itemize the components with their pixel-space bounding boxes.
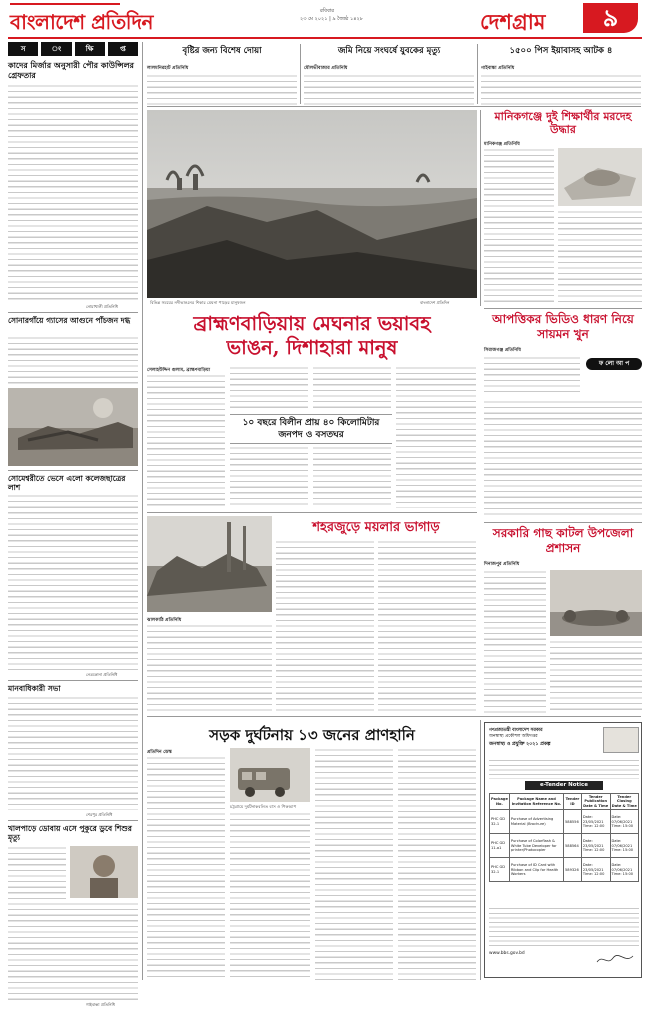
table-header: Tender Closing Date & Time [611, 795, 637, 808]
divider [147, 512, 477, 513]
lead-body [313, 446, 391, 508]
tree-story [484, 526, 642, 716]
lead-body [230, 366, 308, 410]
divider [484, 308, 642, 309]
column-divider [477, 44, 478, 104]
top-story-body [304, 74, 474, 108]
lead-body [147, 374, 225, 508]
lead-photo [147, 110, 477, 298]
table-row [490, 810, 639, 834]
manikganj-credit: মানিকগঞ্জ প্রতিনিধি [484, 142, 520, 147]
tree-body [550, 640, 642, 714]
tender-intro [489, 759, 639, 779]
tender-box-title: e-Tender Notice [525, 781, 603, 790]
issue-date: ২৩ মে ২০২১ | ৯ জ্যৈষ্ঠ ১৪২৮ [300, 16, 363, 22]
lead-photo-credit: বাংলাদেশ প্রতিদিন [420, 300, 450, 305]
sidebar-story-credit: নেত্রকোনা প্রতিনিধি [86, 672, 118, 677]
sidebar-story-headline: মানবাধিকারী সভা [8, 684, 61, 693]
moyla-credit: ঝালকাঠি প্রতিনিধি [147, 618, 182, 623]
tag-letter: প্ত [108, 42, 138, 56]
table-cell: Purchase of Colorflash & White Tube Developer for printer/Photocopier [509, 834, 563, 858]
tag-letter: ং [41, 42, 71, 56]
page-number: ৯ [602, 3, 619, 32]
sidebar-story-body [8, 84, 138, 302]
moyla-body [276, 540, 374, 712]
sidebar-story-headline: সোমেশ্বরীতে ভেসে এলো কলেজছাত্রের লাশ [8, 474, 126, 492]
table-header: Tender Publication Date & Time [583, 795, 609, 808]
accident-photo [230, 748, 310, 802]
lead-body [396, 366, 476, 508]
aptikor-body [484, 356, 580, 396]
table-cell: PHC GD 11-a1 [490, 834, 510, 858]
issue-day: রবিবার [320, 8, 334, 14]
top-story [147, 44, 297, 104]
table-cell: 588564 [564, 834, 582, 858]
table-cell: 588556 [564, 810, 582, 834]
sidebar-story-headline: কাদের মির্জার অনুসারী পৌর কাউন্সিলর গ্রেফতার [8, 60, 134, 80]
sidebar-story-body [8, 696, 138, 810]
manikganj-body [558, 210, 642, 304]
table-row [490, 834, 639, 858]
accident-body [230, 812, 310, 980]
top-story-body [147, 74, 297, 108]
logo: বাংলাদেশ প্রতিদিন [10, 10, 153, 34]
accident-body [315, 748, 393, 980]
manikganj-body [484, 148, 554, 304]
sidebar-story-body [8, 494, 138, 670]
table-cell: Purchase of ID Card with Ribbon and Clip for Health Workers [509, 858, 563, 882]
followup-tag-label: ফ লো আ প [598, 360, 630, 367]
divider [484, 522, 642, 523]
aptikor-headline: আপত্তিকর ভিডিও ধারণ নিয়ে সায়মন খুন [492, 312, 634, 341]
tag-letter: স [8, 42, 38, 56]
tree-body [484, 570, 546, 714]
moyla-body [147, 624, 272, 712]
tender-title: জনস্বাস্থ্য ও প্রযুক্তি ২০২১ প্রকল্প [489, 742, 551, 747]
lead-headline-line: ব্রাহ্মণবাড়িয়ায় মেঘনার ভয়াবহ [193, 312, 431, 335]
logo-tagline [10, 3, 120, 5]
section-title: দেশগ্রাম [480, 9, 546, 34]
lead-body [313, 366, 391, 410]
divider [8, 470, 138, 471]
table-cell: PHC GD 32-1 [490, 810, 510, 834]
masthead [0, 0, 650, 40]
lead-byline: সেলাহউদ্দিন গুলাম, ব্রাহ্মণবাড়িয়া [147, 368, 211, 373]
top-story-credit: গাইবান্ধা প্রতিনিধি [481, 66, 515, 71]
pull-quote-line: ১০ বছরে বিলীন প্রায় ৪০ কিলোমিটার [242, 418, 380, 428]
aptikor-story [484, 312, 642, 520]
column-divider [480, 720, 481, 980]
table-cell: PHC GD 32-1 [490, 858, 510, 882]
sidebar-story-credit: শেরপুর প্রতিনিধি [86, 812, 113, 817]
sidebar-story-body [8, 846, 66, 900]
table-cell: Date: 23/05/2021 Time: 12:00 [581, 810, 610, 834]
sidebar-story-headline: খালপাড়ে ডোবায় এসে পুকুরে ডুবে শিশুর মৃত্যু [8, 824, 132, 842]
tree-photo [550, 570, 642, 636]
column-divider [480, 110, 481, 306]
manikganj-photo [558, 148, 642, 206]
sidebar [8, 42, 138, 1007]
org-line: জনস্বাস্থ্য প্রকৌশল অধিদপ্তর [489, 734, 538, 739]
signature [595, 951, 635, 965]
sidebar-story-body [8, 902, 138, 1000]
fire-photo [8, 388, 138, 466]
tender-ad [484, 722, 642, 978]
divider [8, 312, 138, 313]
table-row [490, 858, 639, 882]
table-header: Package Name and Invitation Reference No. [509, 794, 563, 810]
divider [147, 106, 641, 107]
tag-letter: ক্ষি [75, 42, 105, 56]
column-divider [300, 44, 301, 104]
manikganj-story [484, 110, 642, 306]
table-cell: Date: 23/05/2021 Time: 12:00 [581, 858, 610, 882]
column-divider [142, 42, 143, 980]
sidebar-story-headline: সোনারগাঁয়ে গ্যাসের আগুনে পাঁচজন দগ্ধ [8, 316, 131, 325]
manikganj-headline: মানিকগঞ্জে দুই শিক্ষার্থীর মরদেহ উদ্ধার [494, 110, 632, 136]
tree-credit: দিনাজপুর প্রতিনিধি [484, 562, 520, 567]
top-story-headline: জমি নিয়ে সংঘর্ষে যুবকের মৃত্যু [337, 46, 441, 56]
table-cell: Date: 07/06/2021 Time: 15:00 [610, 834, 638, 858]
top-story-credit: মৌলভীবাজার প্রতিনিধি [304, 66, 348, 71]
top-story-headline: ১৫০০ পিস ইয়াবাসহ আটক ৪ [509, 46, 613, 56]
pull-quote-line: জনপদ ও বসতঘর [278, 430, 344, 440]
org-line: গণপ্রজাতন্ত্রী বাংলাদেশ সরকার [489, 728, 543, 733]
pull-quote [230, 414, 392, 444]
table-header: Package No. [490, 794, 510, 810]
divider [147, 716, 641, 717]
top-story-credit: লালমনিরহাট প্রতিনিধি [147, 66, 189, 71]
aptikor-body [484, 400, 642, 518]
aptikor-credit: সিরাজগঞ্জ প্রতিনিধি [484, 348, 521, 353]
divider [8, 820, 138, 821]
top-story [481, 44, 641, 104]
page-number-badge [583, 3, 638, 33]
tender-table [489, 793, 639, 882]
tree-headline: সরকারি গাছ কাটল উপজেলা প্রশাসন [492, 526, 634, 555]
lead-headline [147, 312, 477, 360]
top-story-headline: বৃষ্টির জন্য বিশেষ দোয়া [182, 46, 262, 56]
sidebar-story-body [8, 336, 138, 386]
table-cell: Date: 07/06/2021 Time: 15:00 [610, 858, 638, 882]
sidebar-story-credit: গাইবান্ধা প্রতিনিধি [86, 1002, 115, 1007]
moyla-body [378, 540, 476, 712]
accident-headline: সড়ক দুর্ঘটনায় ১৩ জনের প্রাণহানি [209, 726, 415, 744]
accident-body [147, 756, 225, 980]
child-photo [70, 846, 138, 898]
accident-photo-caption: চট্টগ্রামে দুর্ঘটনাকবলিত বাস ও পিকআপ [230, 804, 297, 809]
lead-photo-caption: বিভিন্ন সময়ের নদীভাঙনের শিকার মেঘনা পাড়ের মানুষজন [150, 300, 246, 305]
sidebar-story-credit: নোয়াখালী প্রতিনিধি [86, 304, 118, 309]
lead-body [230, 446, 308, 508]
followup-tag [586, 358, 642, 370]
table-header: Tender ID [564, 794, 582, 810]
table-cell: 589326 [564, 858, 582, 882]
tender-footer-text [489, 907, 639, 947]
accident-credit: প্রতিদিন ডেস্ক [147, 750, 172, 755]
table-cell: Date: 23/05/2021 Time: 12:00 [581, 834, 610, 858]
top-story [304, 44, 474, 104]
accident-body [398, 748, 476, 980]
table-cell: Date: 07/06/2021 Time: 15:00 [610, 810, 638, 834]
moyla-headline: শহরজুড়ে ময়লার ভাগাড় [312, 520, 440, 535]
masthead-rule [8, 37, 642, 39]
top-story-body [481, 74, 641, 108]
portrait-badge [603, 727, 639, 753]
divider [8, 680, 138, 681]
tender-website[interactable]: www.bbs.gov.bd [489, 951, 525, 956]
table-header-row [490, 794, 639, 810]
moyla-photo [147, 516, 272, 612]
sidebar-tag [8, 42, 138, 56]
table-cell: Purchase of Advertising Material (Brochure) [509, 810, 563, 834]
lead-headline-line: ভাঙন, দিশাহারা মানুষ [226, 336, 398, 359]
